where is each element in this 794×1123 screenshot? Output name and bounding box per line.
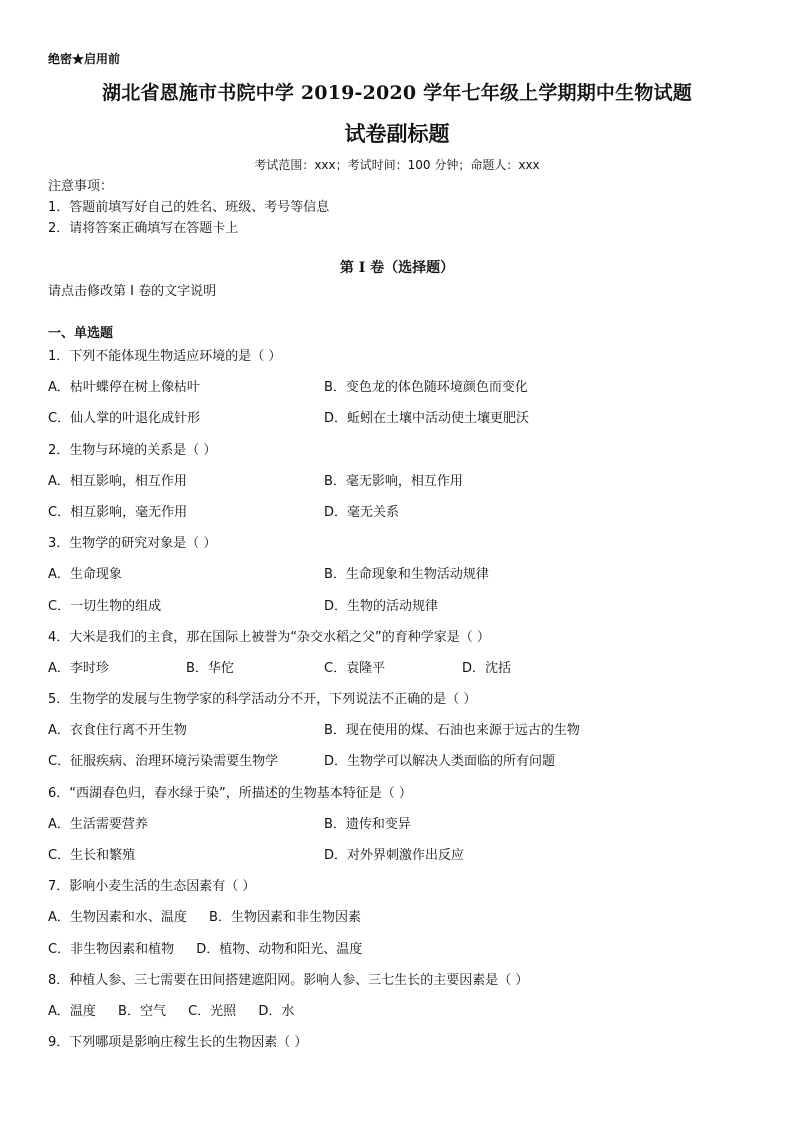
option: A．李时珍 [48, 660, 109, 676]
section-title: 第 I 卷（选择题） [339, 260, 455, 276]
option: A．生物因素和水、温度 [48, 910, 187, 926]
option: C．相互影响，毫无作用 [48, 504, 188, 520]
notes-item: 2．请将答案正确填写在答题卡上 [48, 221, 239, 236]
option: C．生长和繁殖 [48, 848, 136, 863]
exam-info: 考试范围：xxx；考试时间：100 分钟；命题人：xxx [254, 158, 540, 172]
option-row [48, 746, 748, 777]
option-row [48, 809, 748, 840]
option: B．变色龙的体色随环境颜色而变化 [324, 380, 528, 396]
option: A．相互影响，相互作用 [48, 473, 187, 489]
option: D．生物学可以解决人类面临的所有问题 [324, 754, 556, 770]
part-heading: 一、单选题 [48, 326, 114, 341]
option: B．空气 [118, 1003, 166, 1019]
option: D．生物的活动规律 [324, 598, 439, 614]
option-row [48, 902, 748, 933]
option-row [48, 591, 748, 622]
option: D．植物、动物和阳光、温度 [196, 941, 363, 957]
option: B．生物因素和非生物因素 [209, 910, 361, 926]
option: B．毫无影响，相互作用 [324, 473, 463, 489]
option: D．水 [258, 1003, 295, 1019]
option: A．枯叶蝶停在树上像枯叶 [48, 380, 200, 396]
option: C．非生物因素和植物 [48, 941, 175, 957]
option-row [48, 653, 748, 684]
option-row [48, 372, 748, 403]
question-stem: 7．影响小麦生活的生态因素有（ ） [48, 879, 256, 895]
option: B．华佗 [186, 660, 234, 676]
option-row [48, 715, 748, 746]
option-row [48, 934, 748, 965]
question-list [48, 341, 748, 1058]
notes-item: 1．答题前填写好自己的姓名、班级、考号等信息 [48, 200, 330, 215]
question-stem: 5．生物学的发展与生物学家的科学活动分不开，下列说法不正确的是（ ） [48, 692, 477, 708]
question-stem: 4．大米是我们的主食，那在国际上被誉为“杂交水稻之父”的育种学家是（ ） [48, 629, 490, 645]
option: C．征服疾病、治理环境污染需要生物学 [48, 754, 279, 770]
question-stem: 2．生物与环境的关系是（ ） [48, 442, 217, 458]
option: A．温度 [48, 1003, 96, 1019]
option: D．对外界刺激作出反应 [324, 848, 465, 863]
question-stem: 6．“西湖春色归，春水绿于染”，所描述的生物基本特征是（ ） [48, 785, 412, 801]
option: B．生命现象和生物活动规律 [324, 567, 489, 583]
option: B．遗传和变异 [324, 816, 411, 832]
option: D．沈括 [462, 660, 512, 676]
question-stem: 1．下列不能体现生物适应环境的是（ ） [48, 349, 282, 364]
option: C．袁隆平 [324, 660, 386, 676]
notes-block [48, 176, 329, 239]
option-row [48, 497, 748, 528]
option: A．生活需要营养 [48, 816, 148, 832]
option: C．仙人掌的叶退化成针形 [48, 411, 201, 427]
option: D．毫无关系 [324, 504, 400, 520]
option-row [48, 996, 748, 1027]
notes-heading: 注意事项： [48, 179, 114, 194]
option: C．一切生物的组成 [48, 598, 162, 614]
option: B．现在使用的煤、石油也来源于远古的生物 [324, 723, 580, 739]
option-row [48, 466, 748, 497]
option: A．衣食住行离不开生物 [48, 723, 187, 739]
question-stem: 9．下列哪项是影响庄稼生长的生物因素（ ） [48, 1035, 308, 1051]
exam-subtitle: 试卷副标题 [344, 121, 450, 146]
option-row [48, 840, 748, 871]
option: A．生命现象 [48, 567, 122, 583]
question-stem: 3．生物学的研究对象是（ ） [48, 536, 217, 552]
section-description: 请点击修改第 I 卷的文字说明 [48, 284, 217, 299]
confidential-label: 绝密★启用前 [48, 52, 121, 66]
option-row [48, 559, 748, 590]
exam-title: 湖北省恩施市书院中学 2019-2020 学年七年级上学期期中生物试题 [102, 82, 692, 104]
option: C．光照 [188, 1003, 237, 1019]
option-row [48, 403, 748, 434]
question-stem: 8．种植人参、三七需要在田间搭建遮阳网。影响人参、三七生长的主要因素是（ ） [48, 972, 529, 988]
option: D．蚯蚓在土壤中活动使土壤更肥沃 [324, 411, 530, 427]
